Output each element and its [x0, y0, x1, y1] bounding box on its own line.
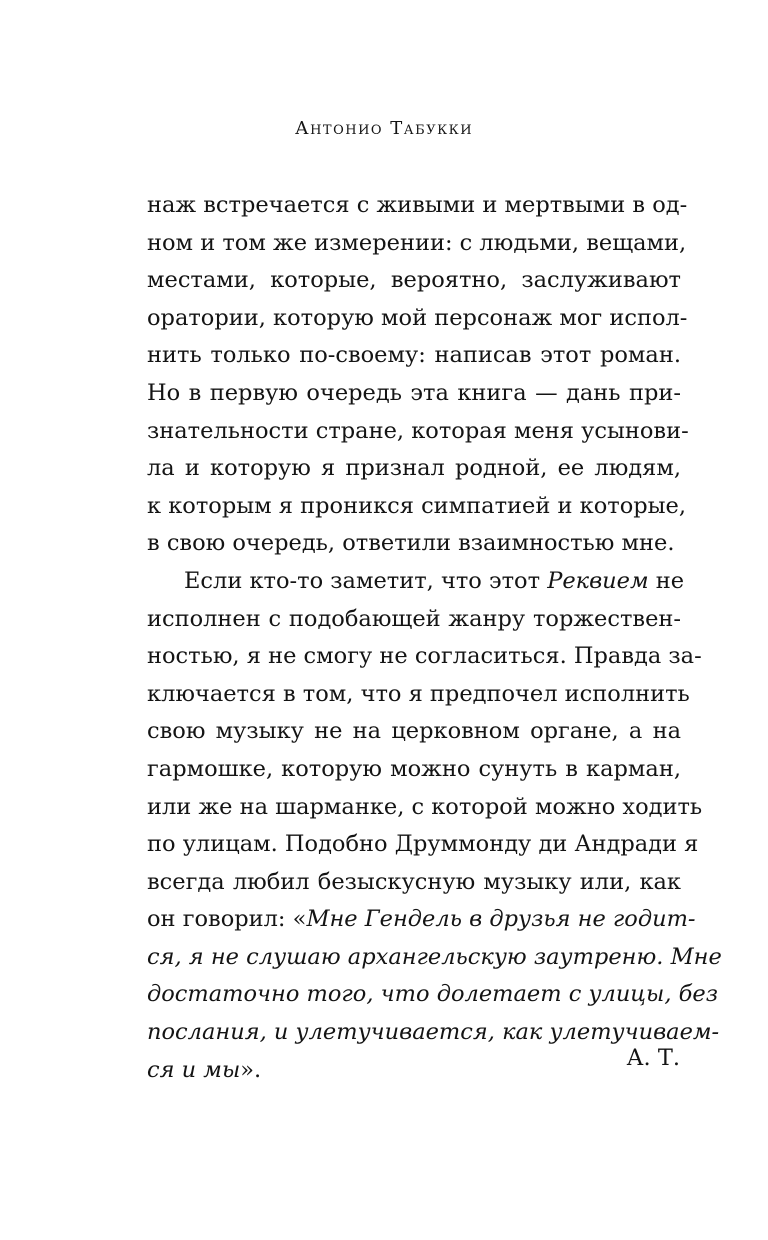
- author-signature: А. Т.: [626, 1045, 680, 1071]
- text-line: ном и том же измерении: с людьми, вещами,: [147, 229, 687, 256]
- text-line: к которым я проникся симпатией и которые,: [147, 492, 687, 519]
- text-line: [147, 563, 685, 601]
- text-line: свою музыку не на церковном органе, а на: [147, 718, 681, 745]
- body-text: [147, 187, 722, 1089]
- text-line: по улицам. Подобно Друммонду ди Андради я: [147, 831, 699, 858]
- text-run: Если кто-то заметит, что этот: [184, 567, 548, 594]
- text-line: ключается в том, что я предпочел исполнить: [147, 680, 690, 707]
- text-run: ».: [240, 1056, 262, 1083]
- text-line: оратории, которую мой персонаж мог испол-: [147, 304, 688, 331]
- paragraph-2: [147, 563, 722, 1089]
- text-run: он говорил: «: [147, 906, 307, 933]
- text-line: исполнен с подобающей жанру торжествен-: [147, 605, 681, 632]
- text-line: наж встречается с живыми и мертвыми в од-: [147, 192, 688, 218]
- text-line: [147, 1014, 720, 1052]
- text-run: не: [648, 567, 685, 594]
- italic-quote: послания, и улетучивается, как улетучиваем-: [147, 1019, 720, 1046]
- text-line: местами, которые, вероятно, заслуживают: [147, 267, 681, 294]
- italic-quote: достаточно того, что долетает с улицы, без: [147, 981, 718, 1008]
- text-line: нить только по-своему: написав этот роман.: [147, 342, 681, 369]
- text-line: ла и которую я признал родной, ее людям,: [147, 455, 681, 482]
- text-line: или же на шарманке, с которой можно ходить: [147, 793, 703, 820]
- text-line: всегда любил безыскусную музыку или, как: [147, 868, 681, 895]
- italic-title: Реквием: [547, 567, 649, 594]
- text-line: Но в первую очередь эта книга — дань при-: [147, 379, 681, 406]
- italic-quote: ся и мы: [147, 1056, 241, 1083]
- text-line: [147, 901, 696, 939]
- running-header: Антонио Табукки: [294, 118, 474, 139]
- text-line: в свою очередь, ответили взаимностью мне.: [147, 530, 675, 557]
- text-line: знательности стране, которая меня усынови-: [147, 417, 689, 444]
- text-line: [147, 976, 718, 1014]
- text-line: ностью, я не смогу не согласиться. Правда за-: [147, 643, 702, 670]
- text-line: гармошке, которую можно сунуть в карман,: [147, 755, 681, 782]
- paragraph-1: [147, 187, 689, 563]
- text-line: [147, 1052, 681, 1090]
- italic-quote: ся, я не слушаю архангельскую заутреню. Мне: [147, 943, 722, 970]
- italic-quote: Мне Гендель в друзья не годит-: [306, 906, 696, 933]
- text-line: [147, 939, 722, 977]
